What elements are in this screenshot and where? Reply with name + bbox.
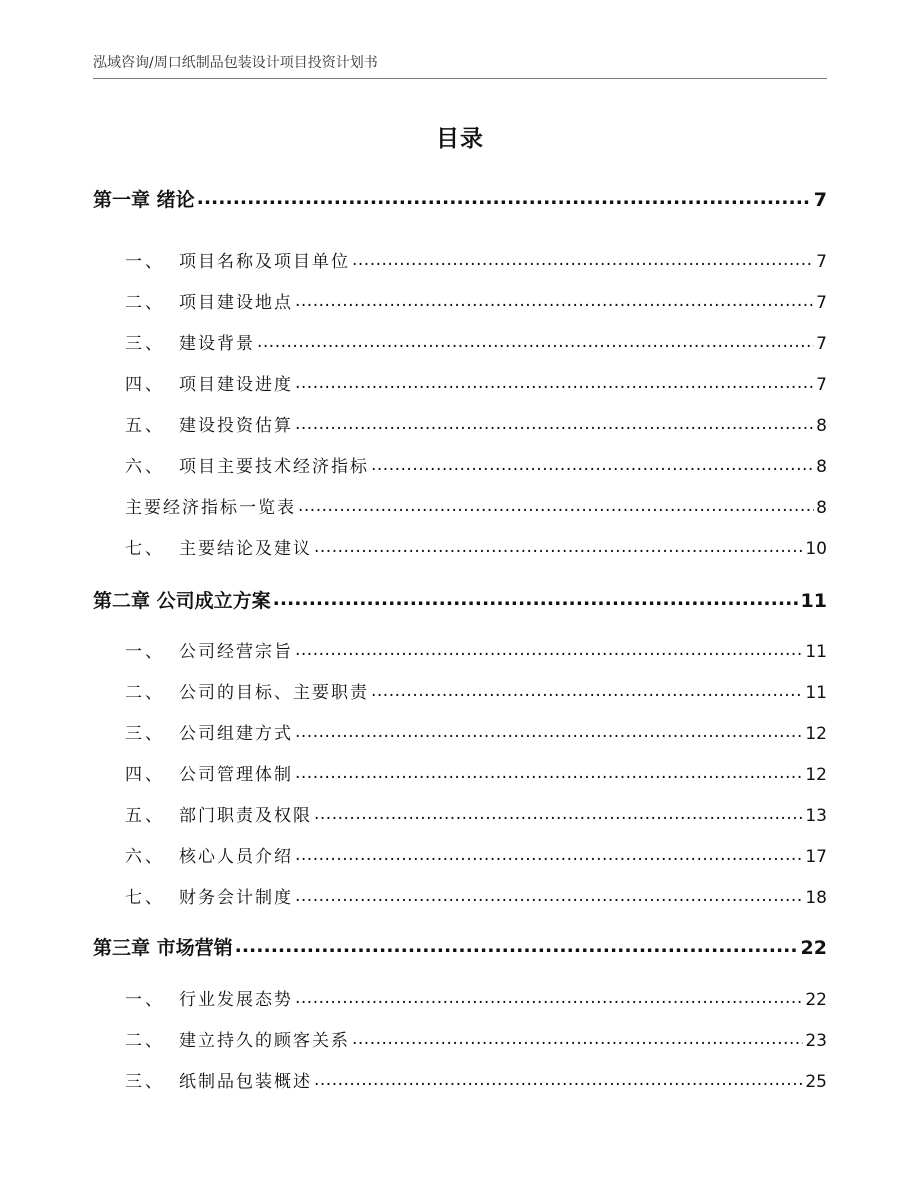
toc-entry-text: 核心人员介绍 xyxy=(179,847,293,867)
dot-leader xyxy=(314,537,803,557)
toc-page-number: 11 xyxy=(800,590,827,612)
dot-leader xyxy=(314,1070,803,1090)
toc-section-entry[interactable] xyxy=(93,801,827,826)
dot-leader xyxy=(235,935,799,957)
toc-page-number: 18 xyxy=(805,888,827,908)
toc-entry-number: 六、 xyxy=(125,457,165,477)
toc-entry-text: 公司管理体制 xyxy=(179,765,293,785)
toc-entry-label xyxy=(93,842,293,867)
toc-entry-label xyxy=(93,719,293,744)
toc-entry-label: 第二章 公司成立方案 xyxy=(93,590,271,612)
toc-section-entry[interactable] xyxy=(93,719,827,744)
toc-page-number: 12 xyxy=(805,724,827,744)
toc-section-entry[interactable] xyxy=(93,452,827,477)
toc-entry-label xyxy=(93,411,293,436)
toc-entry-label xyxy=(93,534,312,559)
toc-entry-text: 主要结论及建议 xyxy=(179,539,312,559)
toc-section-entry[interactable] xyxy=(93,534,827,559)
toc-entry-label xyxy=(93,288,293,313)
dot-leader xyxy=(371,681,803,701)
toc-page-number: 7 xyxy=(816,375,827,395)
dot-leader xyxy=(295,988,803,1008)
toc-entry-number: 三、 xyxy=(125,1072,165,1092)
toc-chapter-entry[interactable] xyxy=(93,933,827,960)
toc-page-number: 22 xyxy=(805,990,827,1010)
page-header: 泓域咨询/周口纸制品包装设计项目投资计划书 xyxy=(93,52,827,79)
toc-entry-label xyxy=(93,760,293,785)
toc-entry-label xyxy=(93,493,296,518)
toc-page-number: 25 xyxy=(805,1072,827,1092)
dot-leader xyxy=(352,1029,803,1049)
dot-leader xyxy=(295,763,803,783)
toc-section-entry[interactable] xyxy=(93,883,827,908)
toc-entry-label xyxy=(93,329,255,354)
toc-entry-number: 一、 xyxy=(125,252,165,272)
toc-entry-label xyxy=(93,452,369,477)
toc-entry-number: 二、 xyxy=(125,683,165,703)
toc-entry-text: 项目名称及项目单位 xyxy=(179,252,350,272)
toc-page-number: 22 xyxy=(800,937,827,959)
dot-leader xyxy=(257,332,814,352)
toc-entry-number: 五、 xyxy=(125,416,165,436)
toc-page-number: 7 xyxy=(816,334,827,354)
toc-section-entry[interactable] xyxy=(93,985,827,1010)
dot-leader xyxy=(197,187,812,209)
dot-leader xyxy=(295,291,814,311)
toc-entry-label xyxy=(93,247,350,272)
toc-entry-label xyxy=(93,370,293,395)
toc-page-number: 7 xyxy=(816,252,827,272)
toc-entry-label xyxy=(93,1026,350,1051)
toc-page-number: 8 xyxy=(816,457,827,477)
toc-page-number: 12 xyxy=(805,765,827,785)
toc-entry-text: 部门职责及权限 xyxy=(179,806,312,826)
toc-entry-text: 主要经济指标一览表 xyxy=(125,498,296,518)
toc-entry-text: 公司经营宗旨 xyxy=(179,642,293,662)
toc-section-entry[interactable] xyxy=(93,637,827,662)
toc-page-number: 11 xyxy=(805,683,827,703)
toc-entry-label xyxy=(93,678,369,703)
toc-entry-label xyxy=(93,883,293,908)
dot-leader xyxy=(298,496,814,516)
toc-entry-number: 四、 xyxy=(125,375,165,395)
toc-entry-text: 公司组建方式 xyxy=(179,724,293,744)
dot-leader xyxy=(295,640,803,660)
dot-leader xyxy=(295,373,814,393)
toc-entry-label: 第三章 市场营销 xyxy=(93,937,233,959)
toc-entry-number: 一、 xyxy=(125,990,165,1010)
toc-entry-text: 项目建设进度 xyxy=(179,375,293,395)
toc-entry-number: 七、 xyxy=(125,888,165,908)
toc-section-entry[interactable] xyxy=(93,370,827,395)
toc-entry-number: 二、 xyxy=(125,1031,165,1051)
toc-entry-text: 建设投资估算 xyxy=(179,416,293,436)
toc-entry-number: 三、 xyxy=(125,334,165,354)
toc-entry-text: 项目建设地点 xyxy=(179,293,293,313)
toc-page-number: 7 xyxy=(813,189,827,211)
dot-leader xyxy=(352,250,814,270)
toc-page-number: 11 xyxy=(805,642,827,662)
dot-leader xyxy=(295,845,803,865)
toc-page-number: 13 xyxy=(805,806,827,826)
toc-page-number: 8 xyxy=(816,416,827,436)
toc-entry-label: 第一章 绪论 xyxy=(93,189,195,211)
dot-leader xyxy=(371,455,814,475)
toc-entry-text: 建设背景 xyxy=(179,334,255,354)
toc-section-entry[interactable] xyxy=(93,247,827,272)
toc-entry-number: 七、 xyxy=(125,539,165,559)
toc-entry-label xyxy=(93,1067,312,1092)
toc-section-entry[interactable] xyxy=(93,288,827,313)
toc-entry-number: 二、 xyxy=(125,293,165,313)
dot-leader xyxy=(295,414,814,434)
toc-entry-text: 纸制品包装概述 xyxy=(179,1072,312,1092)
toc-section-entry[interactable] xyxy=(93,842,827,867)
toc-entry-number: 四、 xyxy=(125,765,165,785)
toc-section-entry[interactable] xyxy=(93,1026,827,1051)
dot-leader xyxy=(295,722,803,742)
toc-entry-text: 项目主要技术经济指标 xyxy=(179,457,369,477)
toc-entry-number: 一、 xyxy=(125,642,165,662)
toc-page-number: 8 xyxy=(816,498,827,518)
toc-entry-number: 六、 xyxy=(125,847,165,867)
toc-chapter-entry[interactable] xyxy=(93,185,827,212)
toc-section-entry[interactable] xyxy=(93,678,827,703)
toc-section-entry[interactable] xyxy=(93,411,827,436)
toc-chapter-entry[interactable] xyxy=(93,586,827,613)
toc-entry-text: 建立持久的顾客关系 xyxy=(179,1031,350,1051)
toc-page-number: 10 xyxy=(805,539,827,559)
toc-entry-text: 财务会计制度 xyxy=(179,888,293,908)
toc-section-entry[interactable] xyxy=(93,1067,827,1092)
toc-entry-number: 三、 xyxy=(125,724,165,744)
toc-entry-label xyxy=(93,985,293,1010)
toc-page-number: 7 xyxy=(816,293,827,313)
toc-entry-number: 五、 xyxy=(125,806,165,826)
toc-entry-label xyxy=(93,637,293,662)
toc-section-entry[interactable] xyxy=(93,493,827,518)
toc-entry-label xyxy=(93,801,312,826)
toc-page-number: 17 xyxy=(805,847,827,867)
dot-leader xyxy=(314,804,803,824)
dot-leader xyxy=(273,588,799,610)
toc-entry-text: 行业发展态势 xyxy=(179,990,293,1010)
toc-section-entry[interactable] xyxy=(93,329,827,354)
toc-title: 目录 xyxy=(436,126,484,152)
toc-page-number: 23 xyxy=(805,1031,827,1051)
toc-entry-text: 公司的目标、主要职责 xyxy=(179,683,369,703)
dot-leader xyxy=(295,886,803,906)
toc-section-entry[interactable] xyxy=(93,760,827,785)
